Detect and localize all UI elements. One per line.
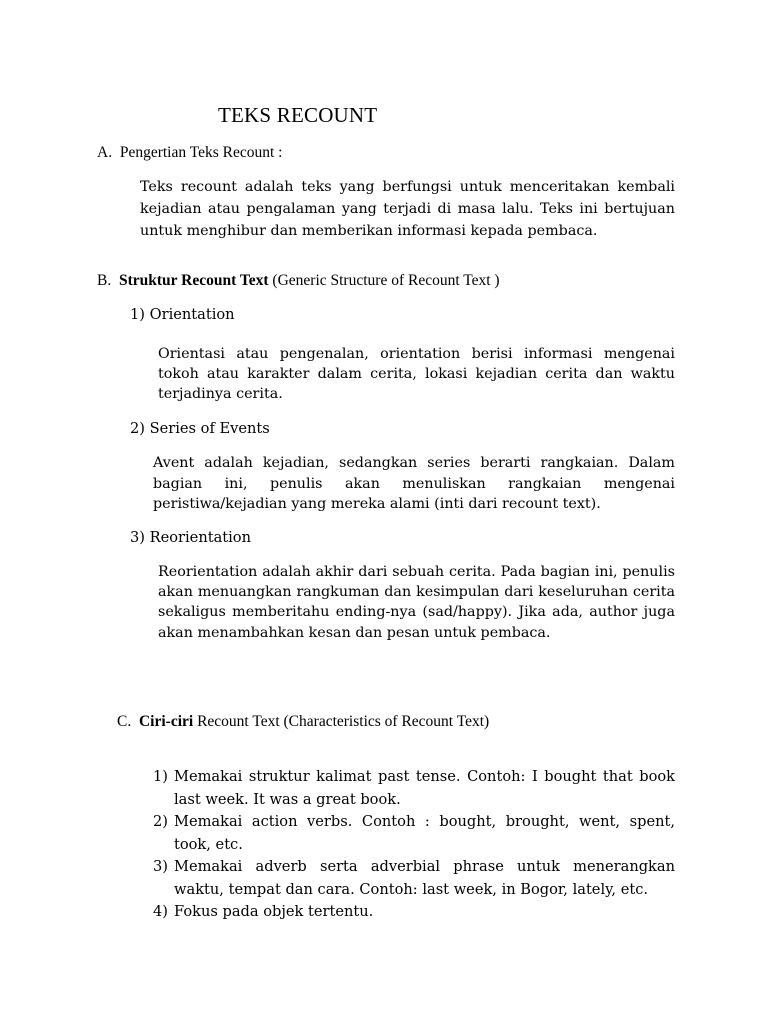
structure-item-number: 3) — [130, 529, 145, 546]
structure-item-series-of-events — [130, 419, 270, 439]
characteristic-item-1 — [153, 766, 675, 811]
section-c-marker: C. — [117, 713, 132, 730]
structure-item-number: 1) — [130, 306, 145, 323]
section-c-heading — [117, 712, 489, 732]
characteristic-number: 2) — [153, 813, 168, 830]
section-c-title-rest: Recount Text (Characteristics of Recount Text) — [193, 713, 490, 730]
page-title: TEKS RECOUNT — [218, 103, 378, 127]
section-b-title-bold: Struktur Recount Text — [118, 272, 269, 289]
structure-item-label: Orientation — [149, 306, 235, 323]
characteristic-item-2 — [153, 811, 675, 856]
characteristic-item-4 — [153, 901, 675, 924]
section-b-title-rest: (Generic Structure of Recount Text ) — [268, 272, 500, 289]
characteristic-number: 3) — [153, 858, 168, 875]
section-a-paragraph: Teks recount adalah teks yang berfungsi untuk menceritakan kembali kejadian atau pengalaman yang terjadi di masa lalu. Teks ini bertujuan untuk menghibur dan memberikan informasi kepada pembaca. — [140, 179, 675, 239]
characteristic-text: Memakai adverb serta adverbial phrase untuk menerangkan waktu, tempat dan cara. Contoh: last week, in Bogor, lately, etc. — [174, 858, 675, 898]
section-a-heading — [97, 143, 282, 163]
characteristic-text: Memakai action verbs. Contoh : bought, brought, went, spent, took, etc. — [174, 813, 675, 853]
section-a-marker: A. — [97, 144, 113, 161]
characteristic-number: 1) — [153, 768, 168, 785]
section-a-title: Pengertian Teks Recount : — [119, 144, 283, 161]
reorientation-paragraph: Reorientation adalah akhir dari sebuah cerita. Pada bagian ini, penulis akan menuangkan rangkuman dan kesimpulan dari keseluruhan cerita sekaligus memberitahu ending-nya (sad/happy). Jika ada, author juga akan menambahkan kesan dan pesan untuk pembaca. — [158, 564, 675, 641]
series-of-events-paragraph: Avent adalah kejadian, sedangkan series berarti rangkaian. Dalam bagian ini, penulis akan menuliskan rangkaian mengenai peristiwa/kejadian yang mereka alami (inti dari recount text). — [153, 455, 675, 512]
structure-item-orientation — [130, 305, 235, 325]
characteristic-text: Fokus pada objek tertentu. — [174, 903, 374, 920]
section-b-heading — [97, 271, 500, 291]
structure-item-reorientation — [130, 528, 251, 548]
section-c-title-bold: Ciri-ciri — [138, 713, 194, 730]
characteristic-number: 4) — [153, 903, 168, 920]
structure-item-number: 2) — [130, 420, 145, 437]
structure-item-label: Reorientation — [149, 529, 251, 546]
characteristic-item-3 — [153, 856, 675, 901]
structure-item-label: Series of Events — [149, 420, 270, 437]
section-b-marker: B. — [97, 272, 112, 289]
orientation-paragraph: Orientasi atau pengenalan, orientation berisi informasi mengenai tokoh atau karakter dalam cerita, lokasi kejadian cerita dan waktu terjadinya cerita. — [158, 346, 675, 402]
characteristic-text: Memakai struktur kalimat past tense. Contoh: I bought that book last week. It was a great book. — [174, 768, 675, 808]
